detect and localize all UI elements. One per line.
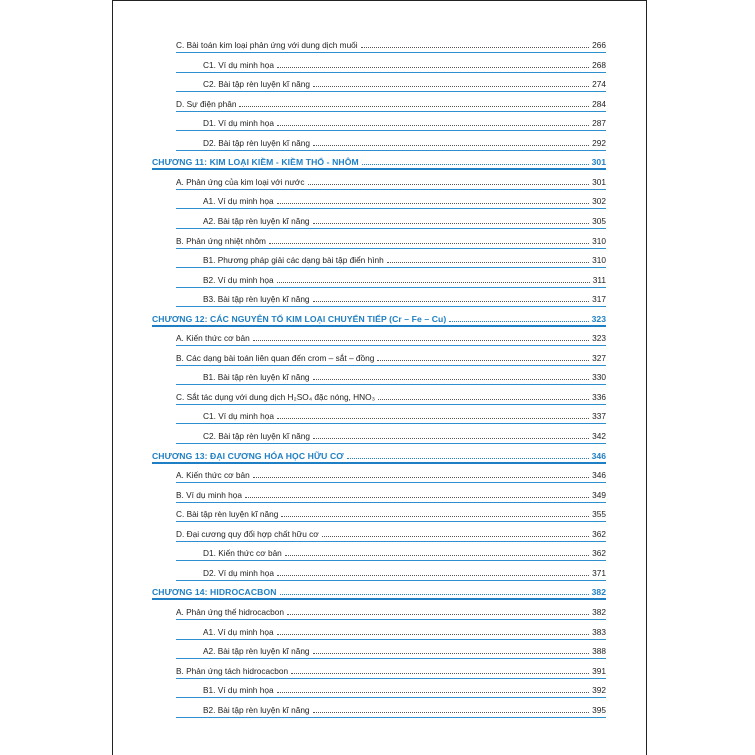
chapter-underline <box>152 168 606 170</box>
row-separator <box>176 267 606 268</box>
entry-title: A1. Ví dụ minh họa <box>203 196 274 206</box>
dot-leader <box>322 535 589 537</box>
entry-title: C2. Bài tập rèn luyện kĩ năng <box>203 431 311 441</box>
page-number: 302 <box>592 196 606 206</box>
dot-leader <box>269 242 589 244</box>
page-number: 327 <box>592 353 606 363</box>
entry-title: B1. Phương pháp giải các dạng bài tập điển hình <box>203 255 384 265</box>
row-separator <box>176 91 606 92</box>
page-number: 311 <box>592 275 606 285</box>
page-number: 305 <box>592 216 606 226</box>
dot-leader <box>313 300 590 302</box>
dot-leader <box>377 359 589 361</box>
entry-title: B2. Bài tập rèn luyện kĩ năng <box>203 705 310 715</box>
page-number: 388 <box>592 646 606 656</box>
entry-title: B. Các dạng bài toán liên quan đến crom – sắt – đồng <box>176 353 375 363</box>
entry-title: B3. Bài tập rèn luyện kĩ năng <box>203 294 310 304</box>
row-separator <box>176 658 606 659</box>
page-number: 317 <box>592 294 606 304</box>
toc-section-entry[interactable] <box>176 173 606 187</box>
entry-title: D2. Ví dụ minh họa <box>203 568 275 578</box>
row-separator <box>176 639 606 640</box>
dot-leader <box>313 144 589 146</box>
toc-section-entry[interactable] <box>176 95 606 109</box>
toc-subsection-entry[interactable] <box>203 212 606 226</box>
entry-title: B1. Bài tập rèn luyện kĩ năng <box>203 372 310 382</box>
entry-title: B. Phản ứng tách hidrocacbon <box>176 666 289 676</box>
dot-leader <box>347 457 589 459</box>
entry-title: A. Kiến thức cơ bản <box>176 333 250 343</box>
dot-leader <box>313 378 590 380</box>
page-border-right <box>646 0 647 755</box>
row-separator <box>176 423 606 424</box>
chapter-heading[interactable] <box>152 310 606 324</box>
page-number: 382 <box>591 587 606 597</box>
chapter-underline <box>152 462 606 464</box>
toc-section-entry[interactable] <box>176 486 606 500</box>
toc-subsection-entry[interactable] <box>203 368 606 382</box>
entry-title: CHƯƠNG 12: CÁC NGUYÊN TỐ KIM LOẠI CHUYỂN TIẾP (Cr – Fe – Cu) <box>152 314 447 324</box>
row-separator <box>176 619 606 620</box>
toc-subsection-entry[interactable] <box>203 642 606 656</box>
entry-title: D1. Ví dụ minh họa <box>203 118 275 128</box>
entry-title: D. Đại cương quy đổi hợp chất hữu cơ <box>176 529 319 539</box>
entry-title: C. Bài tập rèn luyện kĩ năng <box>176 509 279 519</box>
dot-leader <box>308 183 590 185</box>
page-number: 287 <box>592 118 606 128</box>
entry-title: D2. Bài tập rèn luyện kĩ năng <box>203 138 311 148</box>
page-number: 382 <box>592 607 606 617</box>
dot-leader <box>361 46 590 48</box>
page-number: 395 <box>592 705 606 715</box>
row-separator <box>176 384 606 385</box>
toc-section-entry[interactable] <box>176 466 606 480</box>
page-number: 301 <box>591 157 606 167</box>
row-separator <box>176 287 606 288</box>
dot-leader <box>313 652 590 654</box>
page-number: 391 <box>592 666 606 676</box>
row-separator <box>176 560 606 561</box>
page-number: 349 <box>592 490 606 500</box>
page-number: 362 <box>592 548 606 558</box>
entry-title: A. Phản ứng của kim loại với nước <box>176 177 305 187</box>
toc-section-entry[interactable] <box>176 232 606 246</box>
toc-section-entry[interactable] <box>176 36 606 50</box>
entry-title: B. Phản ứng nhiệt nhôm <box>176 236 266 246</box>
page-number: 392 <box>592 685 606 695</box>
entry-title: A2. Bài tập rèn luyện kĩ năng <box>203 216 310 226</box>
dot-leader <box>280 593 589 595</box>
toc-subsection-entry[interactable] <box>203 290 606 304</box>
dot-leader <box>277 691 590 693</box>
dot-leader <box>277 633 590 635</box>
page-number: 310 <box>592 255 606 265</box>
toc-section-entry[interactable] <box>176 603 606 617</box>
page-border-left <box>112 0 113 755</box>
entry-title: A. Kiến thức cơ bản <box>176 470 250 480</box>
row-separator <box>176 130 606 131</box>
page-number: 301 <box>592 177 606 187</box>
row-separator <box>176 150 606 151</box>
entry-title: D. Sự điện phân <box>176 99 237 109</box>
row-separator <box>176 248 606 249</box>
row-separator <box>176 345 606 346</box>
row-separator <box>176 678 606 679</box>
toc-subsection-entry[interactable] <box>203 681 606 695</box>
row-separator <box>176 228 606 229</box>
dot-leader <box>313 437 589 439</box>
dot-leader <box>287 613 589 615</box>
row-separator <box>176 443 606 444</box>
dot-leader <box>291 672 589 674</box>
dot-leader <box>362 163 589 165</box>
chapter-heading[interactable] <box>152 153 606 167</box>
toc-subsection-entry[interactable] <box>203 544 606 558</box>
page-number: 371 <box>592 568 606 578</box>
dot-leader <box>313 222 590 224</box>
page-number: 292 <box>592 138 606 148</box>
toc-section-entry[interactable] <box>176 505 606 519</box>
dot-leader <box>313 85 589 87</box>
entry-title: CHƯƠNG 14: HIDROCACBON <box>152 587 277 597</box>
dot-leader <box>277 202 590 204</box>
dot-leader <box>378 398 589 400</box>
entry-title: C. Bài toán kim loại phản ứng với dung dịch muối <box>176 40 358 50</box>
toc-subsection-entry[interactable] <box>203 407 606 421</box>
toc-subsection-entry[interactable] <box>203 251 606 265</box>
dot-leader <box>253 476 589 478</box>
dot-leader <box>449 320 588 322</box>
row-separator <box>176 52 606 53</box>
dot-leader <box>285 554 589 556</box>
toc-subsection-entry[interactable] <box>203 427 606 441</box>
row-separator <box>176 717 606 718</box>
row-separator <box>176 521 606 522</box>
entry-title: B. Ví dụ minh họa <box>176 490 242 500</box>
toc-subsection-entry[interactable] <box>203 623 606 637</box>
row-separator <box>176 111 606 112</box>
page-number: 337 <box>592 411 606 421</box>
toc-subsection-entry[interactable] <box>203 134 606 148</box>
row-separator <box>176 541 606 542</box>
chapter-heading[interactable] <box>152 447 606 461</box>
toc-section-entry[interactable] <box>176 388 606 402</box>
row-separator <box>176 404 606 405</box>
toc-subsection-entry[interactable] <box>203 114 606 128</box>
page-number: 284 <box>592 99 606 109</box>
toc-subsection-entry[interactable] <box>203 75 606 89</box>
row-separator <box>176 482 606 483</box>
dot-leader <box>277 281 590 283</box>
page-number: 355 <box>592 509 606 519</box>
toc-subsection-entry[interactable] <box>203 564 606 578</box>
entry-title: B1. Ví dụ minh họa <box>203 685 274 695</box>
page-number: 362 <box>592 529 606 539</box>
page-number: 336 <box>592 392 606 402</box>
page-number: 268 <box>592 60 606 70</box>
entry-title: C. Sắt tác dụng với dung dịch H₂SO₄ đặc nóng, HNO₃ <box>176 392 375 402</box>
dot-leader <box>253 339 589 341</box>
page-number: 342 <box>592 431 606 441</box>
entry-title: B2. Ví dụ minh họa <box>203 275 274 285</box>
toc-section-entry[interactable] <box>176 525 606 539</box>
entry-title: A1. Ví dụ minh họa <box>203 627 274 637</box>
dot-leader <box>277 417 589 419</box>
toc-section-entry[interactable] <box>176 349 606 363</box>
dot-leader <box>313 711 590 713</box>
entry-title: A2. Bài tập rèn luyện kĩ năng <box>203 646 310 656</box>
page-number: 310 <box>592 236 606 246</box>
chapter-heading[interactable] <box>152 583 606 597</box>
page-number: 323 <box>591 314 606 324</box>
dot-leader <box>277 124 589 126</box>
entry-title: C1. Ví dụ minh họa <box>203 411 275 421</box>
row-separator <box>176 697 606 698</box>
toc-subsection-entry[interactable] <box>203 701 606 715</box>
page-number: 330 <box>592 372 606 382</box>
dot-leader <box>277 574 589 576</box>
entry-title: C2. Bài tập rèn luyện kĩ năng <box>203 79 311 89</box>
dot-leader <box>277 66 589 68</box>
chapter-underline <box>152 325 606 327</box>
chapter-underline <box>152 598 606 600</box>
row-separator <box>176 580 606 581</box>
page-number: 274 <box>592 79 606 89</box>
page-number: 383 <box>592 627 606 637</box>
row-separator <box>176 72 606 73</box>
toc-subsection-entry[interactable] <box>203 271 606 285</box>
toc-section-entry[interactable] <box>176 329 606 343</box>
toc-subsection-entry[interactable] <box>203 192 606 206</box>
row-separator <box>176 189 606 190</box>
entry-title: D1. Kiến thức cơ bản <box>203 548 282 558</box>
row-separator <box>176 365 606 366</box>
page-number: 346 <box>591 451 606 461</box>
row-separator <box>176 502 606 503</box>
row-separator <box>176 306 606 307</box>
entry-title: C1. Ví dụ minh họa <box>203 60 275 70</box>
dot-leader <box>245 496 589 498</box>
entry-title: CHƯƠNG 11: KIM LOẠI KIỀM - KIỀM THỔ - NHÔM <box>152 157 359 167</box>
toc-section-entry[interactable] <box>176 662 606 676</box>
dot-leader <box>239 105 589 107</box>
entry-title: CHƯƠNG 13: ĐẠI CƯƠNG HÓA HỌC HỮU CƠ <box>152 451 344 461</box>
entry-title: A. Phản ứng thế hidrocacbon <box>176 607 284 617</box>
row-separator <box>176 208 606 209</box>
page-number: 323 <box>592 333 606 343</box>
toc-subsection-entry[interactable] <box>203 56 606 70</box>
page-number: 346 <box>592 470 606 480</box>
dot-leader <box>387 261 589 263</box>
dot-leader <box>281 515 589 517</box>
page-number: 266 <box>592 40 606 50</box>
page-border-top <box>112 0 647 1</box>
